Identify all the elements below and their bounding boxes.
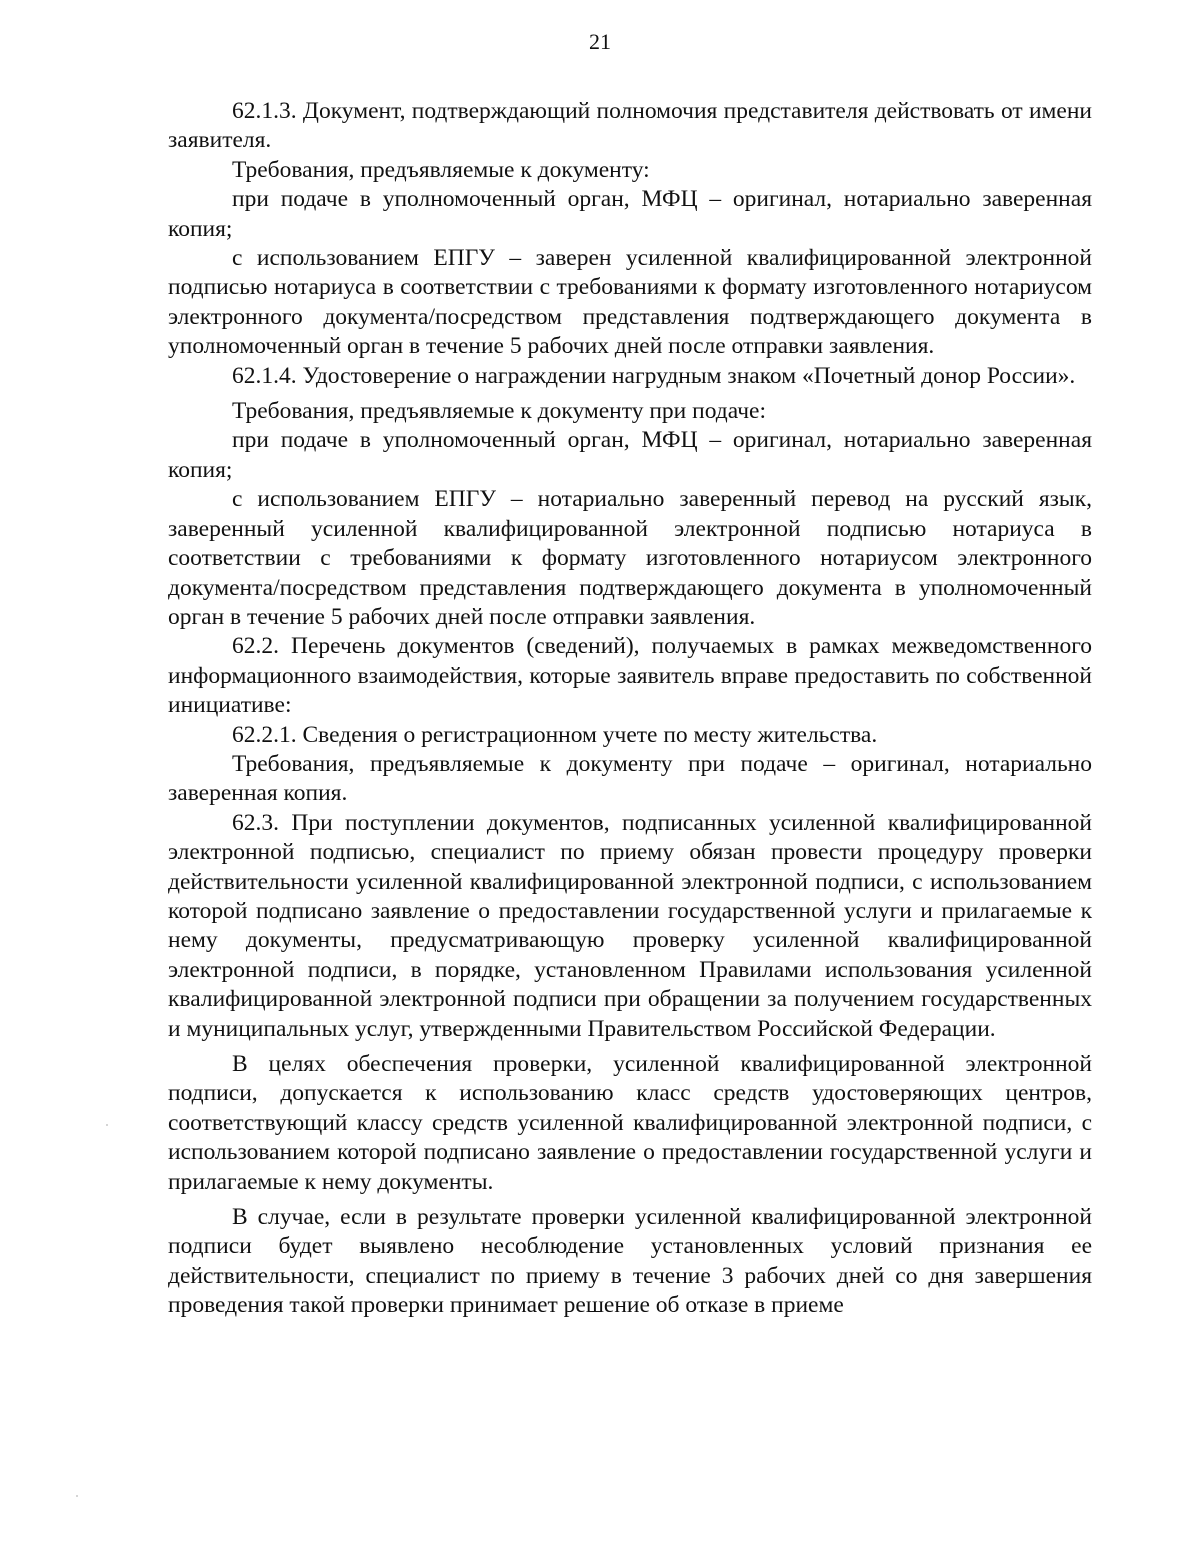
document-body xyxy=(168,97,1092,1321)
scan-speck xyxy=(106,1124,108,1126)
paragraph-submission-epgu-2: с использованием ЕПГУ – нотариально заверенный перевод на русский язык, заверенный усиленной квалифицированной электронной подписью нотариуса в соответствии с требованиями к формату изготовленного нотариусом электронного документа/посредством представления подтверждающего документа в уполномоченный орган в течение 5 рабочих дней после отправки заявления. xyxy=(168,486,1092,630)
paragraph-submission-office: при подаче в уполномоченный орган, МФЦ – оригинал, нотариально заверенная копия; xyxy=(168,186,1092,242)
paragraph-verification-failure: В случае, если в результате проверки усиленной квалифицированной электронной подписи будет выявлено несоблюдение установленных условий признания ее действительности, специалист по приему в течение 3 рабочих дней со дня завершения проведения такой проверки принимает решение об отказе в приеме xyxy=(168,1204,1092,1319)
paragraph-submission-office-2: при подаче в уполномоченный орган, МФЦ – оригинал, нотариально заверенная копия; xyxy=(168,427,1092,483)
paragraph-62-3: 62.3. При поступлении документов, подписанных усиленной квалифицированной электронной подписью, специалист по приему обязан провести процедуру проверки действительности усиленной квалифицированной электронной подписи, с использованием которой подписано заявление о предоставлении государственной услуги и прилагаемые к нему документы, предусматривающую проверку усиленной квалифицированной электронной подписи, в порядке, установленном Правилами использования усиленной квалифицированной электронной подписи при обращении за получением государственных и муниципальных услуг, утвержденными Правительством Российской Федерации. xyxy=(168,809,1092,1042)
paragraph-62-2: 62.2. Перечень документов (сведений), получаемых в рамках межведомственного информационного взаимодействия, которые заявитель вправе предоставить по собственной инициативе: xyxy=(168,633,1092,719)
paragraph-requirements-submission: Требования, предъявляемые к документу при подаче: xyxy=(232,398,766,425)
paragraph-submission-epgu: с использованием ЕПГУ – заверен усиленной квалифицированной электронной подписью нотариуса в соответствии с требованиями к формату изготовленного нотариусом электронного документа/посредством представления подтверждающего документа в уполномоченный орган в течение 5 рабочих дней после отправки заявления. xyxy=(168,245,1092,360)
paragraph-62-2-1: 62.2.1. Сведения о регистрационном учете по месту жительства. xyxy=(232,721,878,748)
paragraph-62-1-4: 62.1.4. Удостоверение о награждении нагрудным знаком «Почетный донор России». xyxy=(232,362,1076,389)
paragraph-requirements: Требования, предъявляемые к документу: xyxy=(232,156,650,183)
scan-speck xyxy=(76,1495,78,1497)
paragraph-requirements-original: Требования, предъявляемые к документу при подаче – оригинал, нотариально заверенная копия. xyxy=(168,750,1092,807)
page-number: 21 xyxy=(589,29,611,54)
paragraph-verification-purpose: В целях обеспечения проверки, усиленной квалифицированной электронной подписи, допускается к использованию класс средств удостоверяющих центров, соответствующий классу средств усиленной квалифицированной электронной подписи, с использованием которой подписано заявление о предоставлении государственной услуги и прилагаемые к нему документы. xyxy=(168,1051,1092,1195)
paragraph-62-1-3: 62.1.3. Документ, подтверждающий полномочия представителя действовать от имени заявителя. xyxy=(168,98,1092,154)
